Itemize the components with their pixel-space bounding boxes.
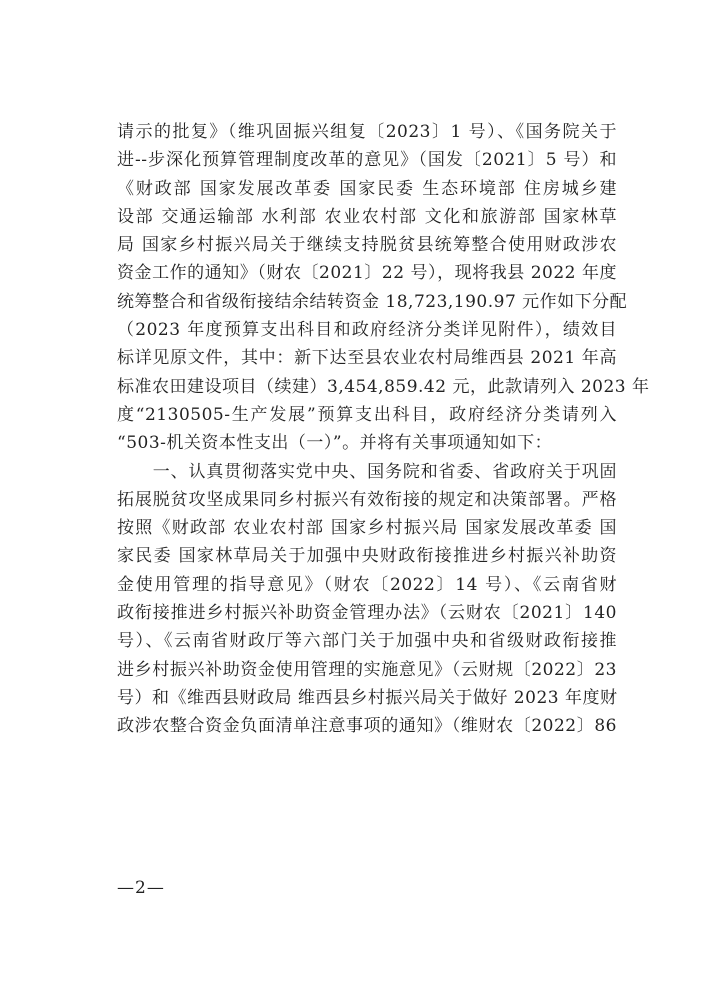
text-line: 设部 交通运输部 水利部 农业农村部 文化和旅游部 国家林草 — [117, 206, 617, 227]
text-line: （2023 年度预算支出科目和政府经济分类详见附件），绩效目 — [117, 320, 617, 341]
text-line: 按照《财政部 农业农村部 国家乡村振兴局 国家发展改革委 国 — [117, 518, 617, 539]
text-line: 资金工作的通知》（财农〔2021〕22 号），现将我县 2022 年度 — [117, 263, 617, 284]
text-line: 一、认真贯彻落实党中央、国务院和省委、省政府关于巩固 — [117, 461, 617, 482]
text-line: 度“2130505-生产发展”预算支出科目，政府经济分类请列入 — [117, 404, 617, 425]
text-line: 局 国家乡村振兴局关于继续支持脱贫县统筹整合使用财政涉农 — [117, 235, 617, 256]
text-line: 家民委 国家林草局关于加强中央财政衔接推进乡村振兴补助资 — [117, 546, 617, 567]
text-line: 《财政部 国家发展改革委 国家民委 生态环境部 住房城乡建 — [117, 178, 617, 199]
text-line: 标准农田建设项目（续建）3,454,859.42 元，此款请列入 2023 年 — [117, 376, 650, 397]
text-line: 拓展脱贫攻坚成果同乡村振兴有效衔接的规定和决策部署。严格 — [117, 489, 617, 510]
text-line: 号）和《维西县财政局 维西县乡村振兴局关于做好 2023 年度财 — [117, 687, 618, 708]
document-body — [117, 118, 650, 741]
page-number: —2— — [117, 878, 165, 898]
text-line: 进乡村振兴补助资金使用管理的实施意见》（云财规〔2022〕23 — [117, 659, 617, 680]
text-line: 进--步深化预算管理制度改革的意见》（国发〔2021〕5 号）和 — [117, 150, 617, 171]
text-line: 政衔接推进乡村振兴补助资金管理办法》（云财农〔2021〕140 — [117, 603, 617, 624]
text-line: 政涉农整合资金负面清单注意事项的通知》（维财农〔2022〕86 — [117, 716, 617, 737]
text-line: 标详见原文件，其中：新下达至县农业农村局维西县 2021 年高 — [117, 348, 617, 369]
text-line: 统筹整合和省级衔接结余结转资金 18,723,190.97 元作如下分配 — [117, 291, 628, 312]
text-line: “503-机关资本性支出（一）”。并将有关事项通知如下： — [117, 433, 553, 454]
text-line: 号）、《云南省财政厅等六部门关于加强中央和省级财政衔接推 — [117, 631, 617, 652]
text-line: 请示的批复》（维巩固振兴组复〔2023〕1 号）、《国务院关于 — [117, 122, 617, 142]
text-line: 金使用管理的指导意见》（财农〔2022〕14 号）、《云南省财 — [117, 574, 617, 595]
